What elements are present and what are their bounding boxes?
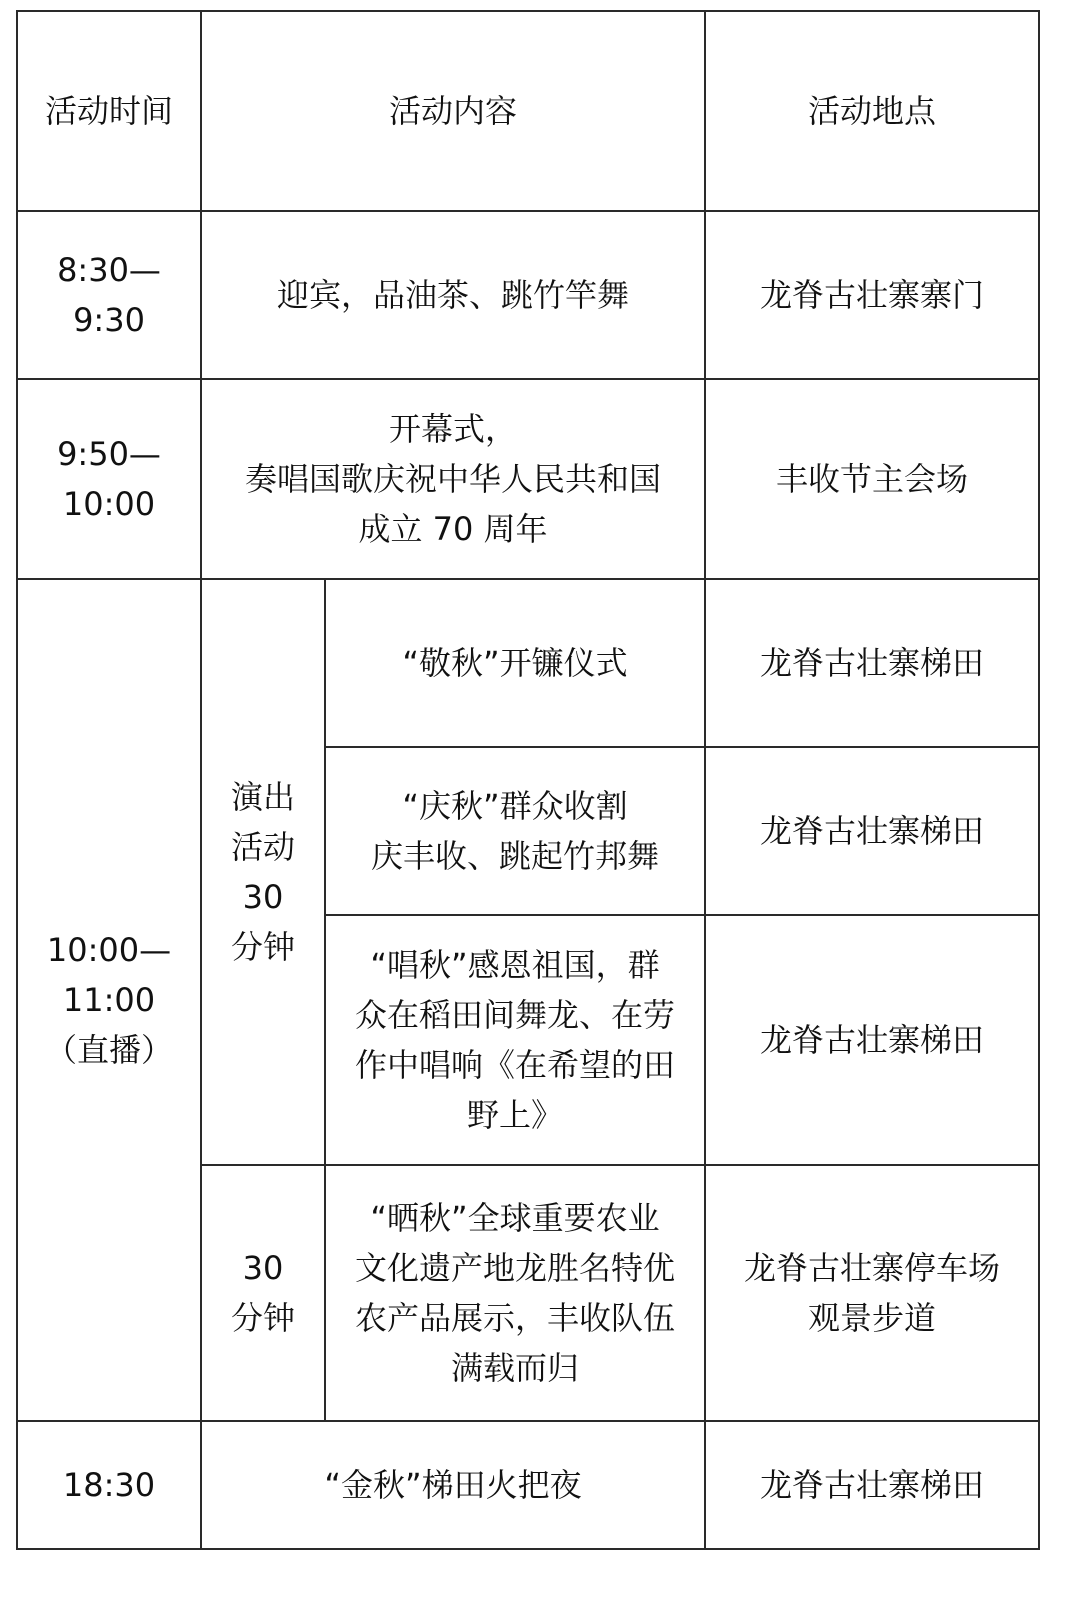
row-location: 龙脊古壮寨寨门 <box>705 211 1039 379</box>
row-location: 龙脊古壮寨梯田 <box>705 1421 1039 1549</box>
row-time: 9:50— 10:00 <box>17 379 201 579</box>
header-row <box>17 11 1039 211</box>
row-location: 龙脊古壮寨梯田 <box>705 579 1039 747</box>
table-row <box>17 379 1039 579</box>
header-content: 活动内容 <box>201 11 705 211</box>
row-time: 8:30— 9:30 <box>17 211 201 379</box>
row-location: 龙脊古壮寨梯田 <box>705 915 1039 1165</box>
row-content: “庆秋”群众收割 庆丰收、跳起竹邦舞 <box>325 747 705 915</box>
row-time: 10:00— 11:00 （直播） <box>17 579 201 1421</box>
group-label: 演出 活动 30 分钟 <box>201 579 325 1165</box>
table-row <box>17 211 1039 379</box>
row-location: 丰收节主会场 <box>705 379 1039 579</box>
row-content: 迎宾，品油茶、跳竹竿舞 <box>201 211 705 379</box>
row-time: 18:30 <box>17 1421 201 1549</box>
row-content: “晒秋”全球重要农业 文化遗产地龙胜名特优 农产品展示，丰收队伍 满载而归 <box>325 1165 705 1421</box>
header-time: 活动时间 <box>17 11 201 211</box>
group-label: 30 分钟 <box>201 1165 325 1421</box>
schedule-table <box>16 10 1040 1550</box>
row-content: “金秋”梯田火把夜 <box>201 1421 705 1549</box>
header-location: 活动地点 <box>705 11 1039 211</box>
row-content: “唱秋”感恩祖国，群 众在稻田间舞龙、在劳 作中唱响《在希望的田 野上》 <box>325 915 705 1165</box>
row-content: 开幕式， 奏唱国歌庆祝中华人民共和国 成立 70 周年 <box>201 379 705 579</box>
row-location: 龙脊古壮寨梯田 <box>705 747 1039 915</box>
row-location: 龙脊古壮寨停车场 观景步道 <box>705 1165 1039 1421</box>
table-row <box>17 579 1039 747</box>
table-row <box>17 1421 1039 1549</box>
row-content: “敬秋”开镰仪式 <box>325 579 705 747</box>
